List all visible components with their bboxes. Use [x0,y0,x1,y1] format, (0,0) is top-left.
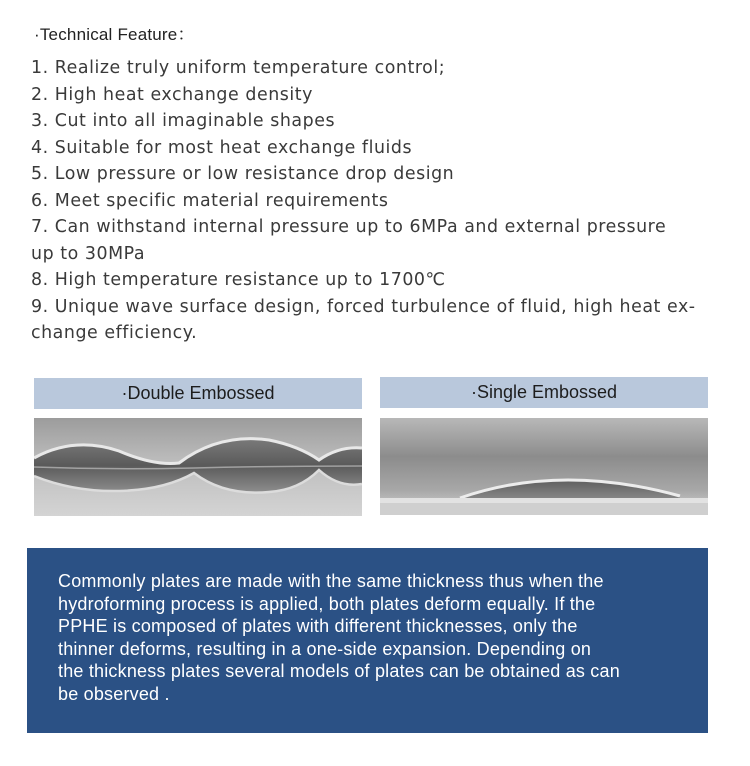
feature-item: 7. Can withstand internal pressure up to 6MPa and external pressure [31,217,667,237]
double-embossed-image [34,418,362,516]
description-line: the thickness plates several models of plates can be obtained as can [58,661,620,681]
description-line: thinner deforms, resulting in a one-side expansion. Depending on [58,638,592,659]
description-line: be observed . [58,683,170,704]
single-embossed-image [380,418,708,515]
double-embossed-label: ·Double Embossed [34,378,362,409]
feature-item: 5. Low pressure or low resistance drop design [31,164,455,184]
technical-feature-heading: ·Technical Feature： [34,25,195,44]
feature-item: 8. High temperature resistance up to 1700℃ [31,270,446,290]
single-embossed-label: ·Single Embossed [380,377,708,408]
feature-item: 2. High heat exchange density [31,84,313,105]
feature-item: 1. Realize truly uniform temperature control; [31,58,446,78]
feature-item: 4. Suitable for most heat exchange fluids [31,137,413,158]
feature-item: up to 30MPa [31,243,146,264]
description-line: Commonly plates are made with the same thickness thus when the [58,571,604,591]
feature-item: 6. Meet specific material requirements [31,190,389,211]
description-box [27,548,708,733]
feature-item: change efficiency. [31,323,198,343]
feature-item: 3. Cut into all imaginable shapes [31,111,336,131]
feature-item: 9. Unique wave surface design, forced turbulence of fluid, high heat ex- [31,296,696,317]
description-line: hydroforming process is applied, both plates deform equally. If the [58,593,596,614]
description-line: PPHE is composed of plates with different thicknesses, only the [58,616,578,636]
feature-list [31,55,711,347]
